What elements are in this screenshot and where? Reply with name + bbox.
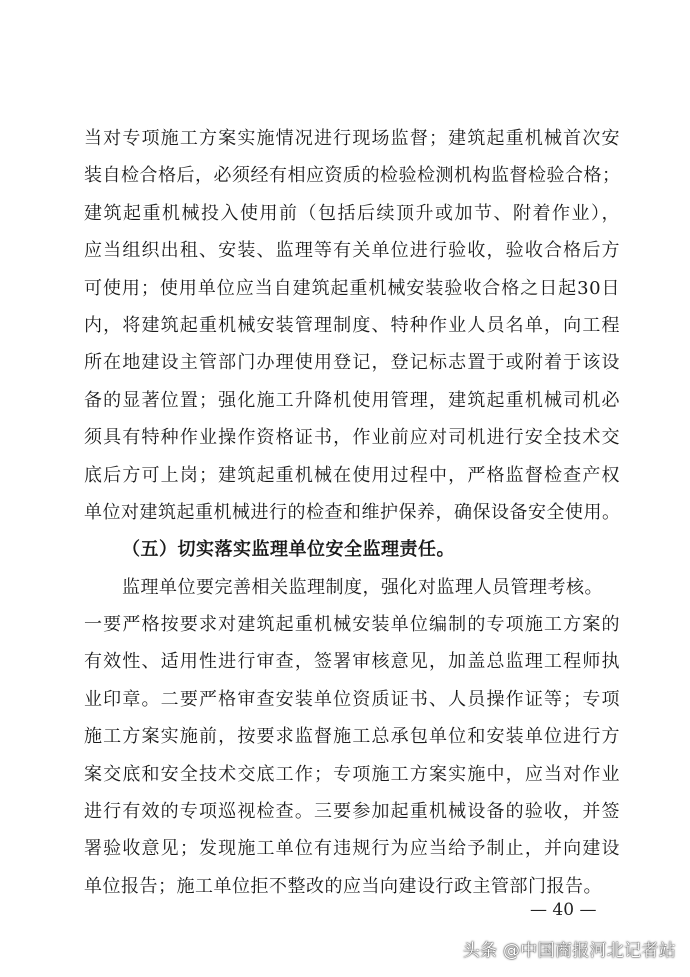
body-line: 底后方可上岗；建筑起重机械在使用过程中，严格监督检查产权 <box>84 464 620 486</box>
body-line: 监理单位要完善相关监理制度，强化对监理人员管理考核。 <box>122 576 603 598</box>
body-line: 所在地建设主管部门办理使用登记，登记标志置于或附着于该设 <box>84 352 620 374</box>
body-line: 一要严格按要求对建筑起重机械安装单位编制的专项施工方案的 <box>84 614 620 636</box>
body-line: 有效性、适用性进行审查，签署审核意见，加盖总监理工程师执 <box>84 651 620 673</box>
body-line: 应当组织出租、安装、监理等有关单位进行验收，验收合格后方 <box>84 240 620 262</box>
body-line: 可使用；使用单位应当自建筑起重机械安装验收合格之日起30日 <box>84 277 620 299</box>
watermark: 头条 @中国商报河北记者站 <box>462 941 676 961</box>
body-line: 内，将建筑起重机械安装管理制度、特种作业人员名单，向工程 <box>84 314 620 336</box>
body-line: 业印章。二要严格审查安装单位资质证书、人员操作证等；专项 <box>84 688 620 710</box>
body-line: 案交底和安全技术交底工作；专项施工方案实施中，应当对作业 <box>84 763 620 785</box>
body-line: 须具有特种作业操作资格证书，作业前应对司机进行安全技术交 <box>84 427 620 449</box>
body-line: 备的显著位置；强化施工升降机使用管理，建筑起重机械司机必 <box>84 389 620 411</box>
section-heading: （五）切实落实监理单位安全监理责任。 <box>122 539 455 561</box>
body-line: 进行有效的专项巡视检查。三要参加起重机械设备的验收，并签 <box>84 801 620 823</box>
document-body <box>84 120 620 905</box>
body-line: 建筑起重机械投入使用前（包括后续顶升或加节、附着作业）， <box>84 202 620 224</box>
page-number: — 40 — <box>530 900 597 920</box>
body-line: 单位对建筑起重机械进行的检查和维护保养，确保设备安全使用。 <box>84 501 621 523</box>
body-line: 施工方案实施前，按要求监督施工总承包单位和安装单位进行方 <box>84 726 620 748</box>
body-line: 单位报告；施工单位拒不整改的应当向建设行政主管部门报告。 <box>84 875 602 897</box>
body-line: 装自检合格后，必须经有相应资质的检验检测机构监督检验合格； <box>84 165 621 187</box>
body-line: 当对专项施工方案实施情况进行现场监督；建筑起重机械首次安 <box>84 128 620 149</box>
body-line: 署验收意见；发现施工单位有违规行为应当给予制止，并向建设 <box>84 838 620 860</box>
